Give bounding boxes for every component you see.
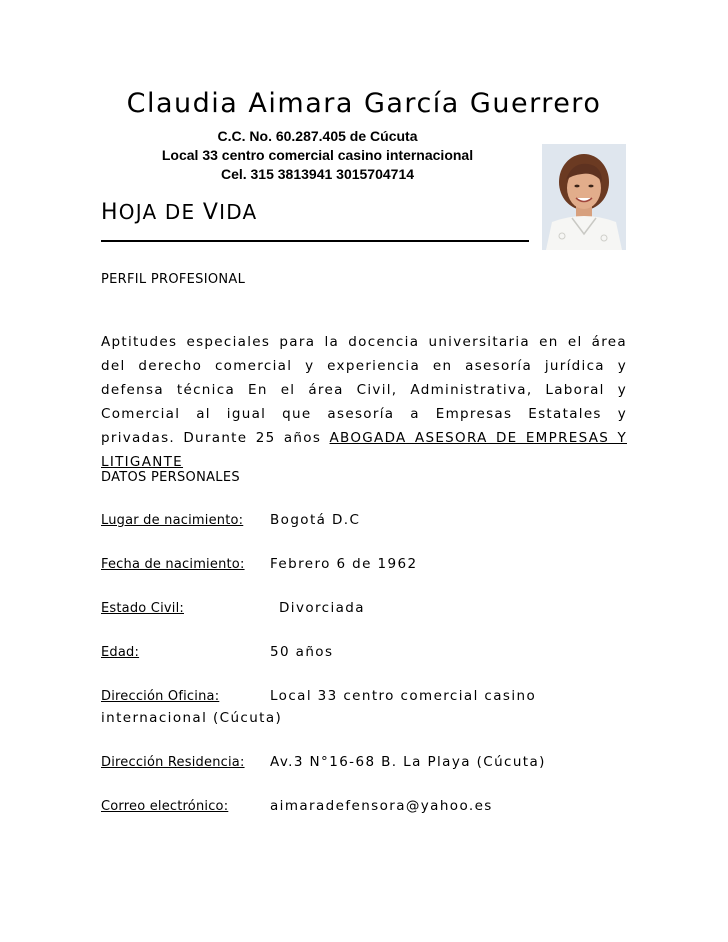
perfil-text: Aptitudes especiales para la docencia universitaria en el área del derecho comercial y experiencia en asesoría jurídica y defensa técnica En el área Civil, Administrativa, Laboral y Comercial al igual que asesoría a Empresas Estatales y privadas. Durante 25 años ABOGADA ASESORA DE EMPRESAS Y LITIGANTE <box>101 334 627 470</box>
value-direccion-oficina: Local 33 centro comercial casino <box>270 688 537 704</box>
document-title: HOJA DE VIDA <box>101 200 258 225</box>
address-line: Local 33 centro comercial casino internacional <box>161 147 474 163</box>
person-name: Claudia Aimara García Guerrero <box>126 88 602 119</box>
profile-photo <box>542 144 626 250</box>
value-edad: 50 años <box>270 644 334 660</box>
label-lugar-nacimiento: Lugar de nacimiento: <box>101 513 244 528</box>
perfil-heading: PERFIL PROFESIONAL <box>101 272 246 287</box>
label-fecha-nacimiento: Fecha de nacimiento: <box>101 557 245 572</box>
label-direccion-residencia: Dirección Residencia: <box>101 755 245 770</box>
id-line: C.C. No. 60.287.405 de Cúcuta <box>217 128 418 144</box>
value-direccion-residencia: Av.3 N°16-68 B. La Playa (Cúcuta) <box>270 754 546 770</box>
value-direccion-oficina-cont: internacional (Cúcuta) <box>101 710 283 726</box>
value-estado-civil: Divorciada <box>279 600 365 616</box>
value-lugar-nacimiento: Bogotá D.C <box>270 512 361 528</box>
label-direccion-oficina: Dirección Oficina: <box>101 689 220 704</box>
value-correo[interactable]: aimaradefensora@yahoo.es <box>270 798 493 814</box>
label-correo: Correo electrónico: <box>101 799 229 814</box>
phone-line: Cel. 315 3813941 3015704714 <box>220 166 415 182</box>
perfil-highlight: ABOGADA ASESORA DE EMPRESAS Y LITIGANTE <box>101 430 627 470</box>
title-divider <box>101 240 529 242</box>
value-fecha-nacimiento: Febrero 6 de 1962 <box>270 556 418 572</box>
portrait-image <box>542 144 626 250</box>
label-edad: Edad: <box>101 645 140 660</box>
datos-heading: DATOS PERSONALES <box>101 470 240 485</box>
label-estado-civil: Estado Civil: <box>101 601 184 616</box>
